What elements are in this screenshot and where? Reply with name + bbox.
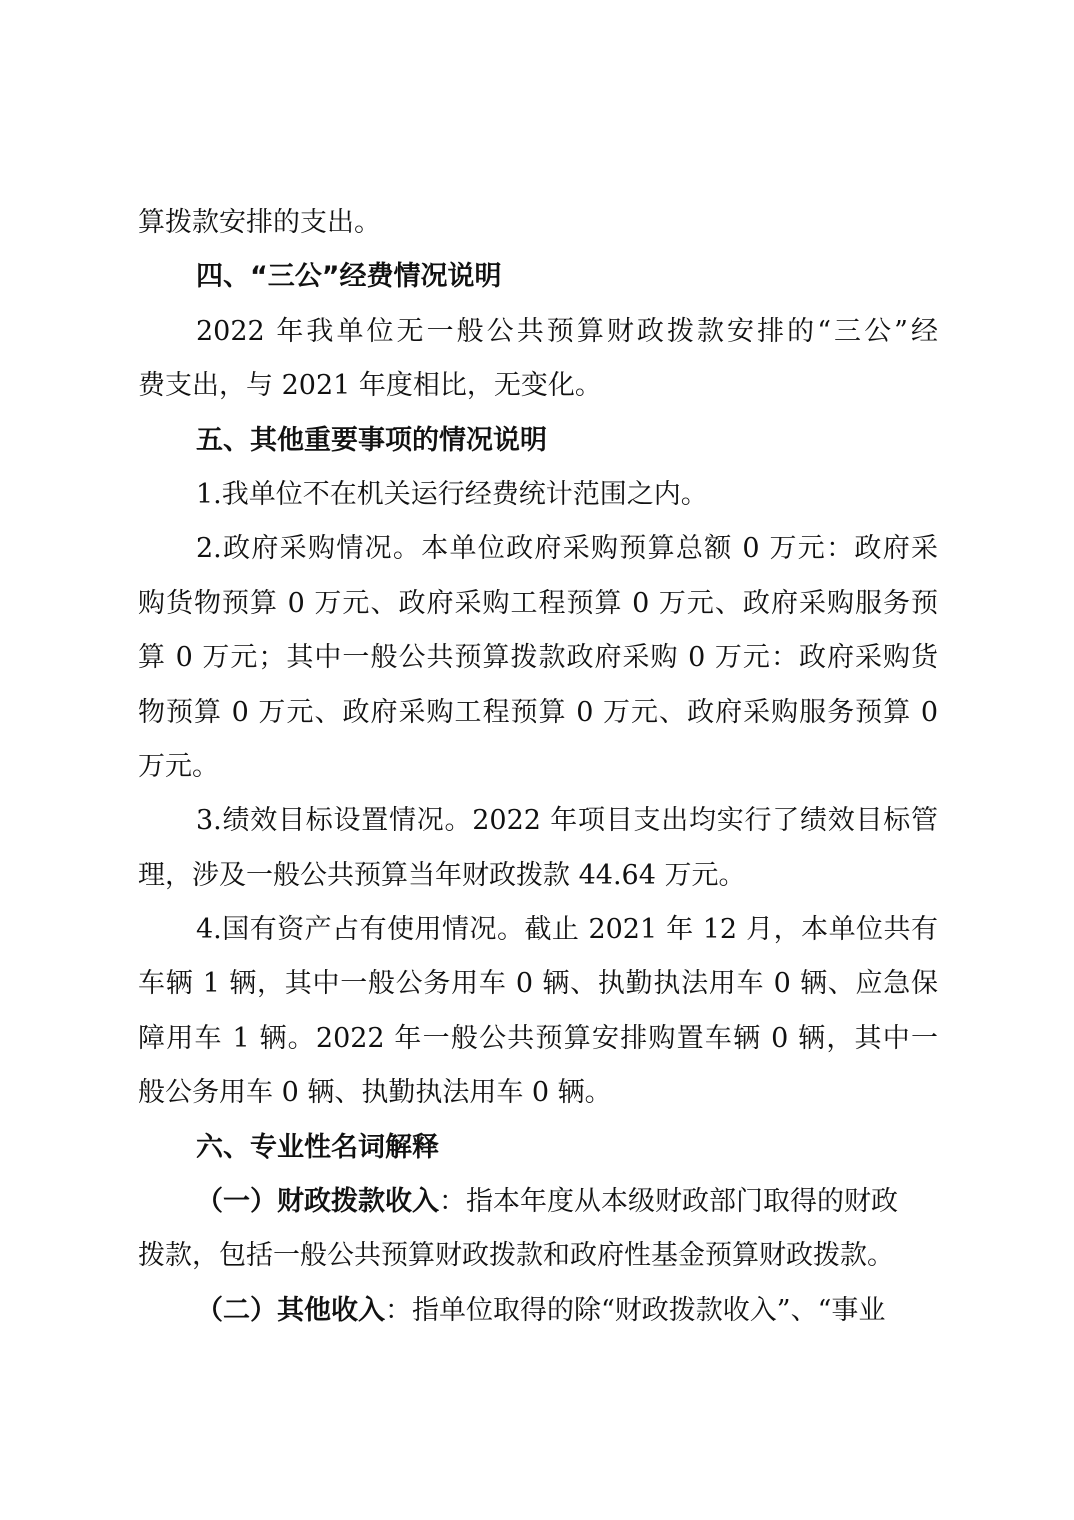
paragraph-line: 2.政府采购情况。本单位政府采购预算总额 0 万元：政府采 xyxy=(196,533,938,565)
paragraph-line: 车辆 1 辆，其中一般公务用车 0 辆、执勤执法用车 0 辆、应急保 xyxy=(138,968,938,1000)
paragraph-line: 4.国有资产占有使用情况。截止 2021 年 12 月，本单位共有 xyxy=(196,914,938,946)
paragraph-line: 算拨款安排的支出。 xyxy=(138,207,381,238)
section-heading-sangong: 四、“三公”经费情况说明 xyxy=(196,261,502,293)
paragraph-line: 障用车 1 辆。2022 年一般公共预算安排购置车辆 0 辆，其中一 xyxy=(138,1022,938,1054)
paragraph-line: 理，涉及一般公共预算当年财政拨款 44.64 万元。 xyxy=(138,859,746,891)
paragraph-line: 物预算 0 万元、政府采购工程预算 0 万元、政府采购服务预算 0 xyxy=(138,696,938,728)
document-page xyxy=(138,196,938,1338)
term-line-fiscal-income xyxy=(138,1175,938,1229)
term-definition: ：指本年度从本级财政部门取得的财政 xyxy=(439,1186,898,1218)
term-label-fiscal-income: （一）财政拨款收入 xyxy=(196,1186,439,1218)
term-line-other-income xyxy=(138,1284,938,1338)
paragraph-line: 3.绩效目标设置情况。2022 年项目支出均实行了绩效目标管 xyxy=(196,805,938,837)
paragraph-line: 算 0 万元；其中一般公共预算拨款政府采购 0 万元：政府采购货 xyxy=(138,642,938,674)
section-heading-other-matters: 五、其他重要事项的情况说明 xyxy=(196,424,547,456)
term-label-other-income: （二）其他收入 xyxy=(196,1294,385,1326)
paragraph-line: 拨款，包括一般公共预算财政拨款和政府性基金预算财政拨款。 xyxy=(138,1240,894,1272)
paragraph-line: 购货物预算 0 万元、政府采购工程预算 0 万元、政府采购服务预 xyxy=(138,587,938,619)
paragraph-line: 费支出，与 2021 年度相比，无变化。 xyxy=(138,370,602,402)
paragraph-line: 万元。 xyxy=(138,750,219,782)
term-definition: ：指单位取得的除“财政拨款收入”、“事业 xyxy=(385,1294,886,1326)
paragraph-line: 般公务用车 0 辆、执勤执法用车 0 辆。 xyxy=(138,1077,612,1109)
paragraph-line: 2022 年我单位无一般公共预算财政拨款安排的“三公”经 xyxy=(196,315,938,347)
section-heading-terms: 六、专业性名词解释 xyxy=(196,1131,439,1163)
paragraph-line: 1.我单位不在机关运行经费统计范围之内。 xyxy=(196,478,708,510)
